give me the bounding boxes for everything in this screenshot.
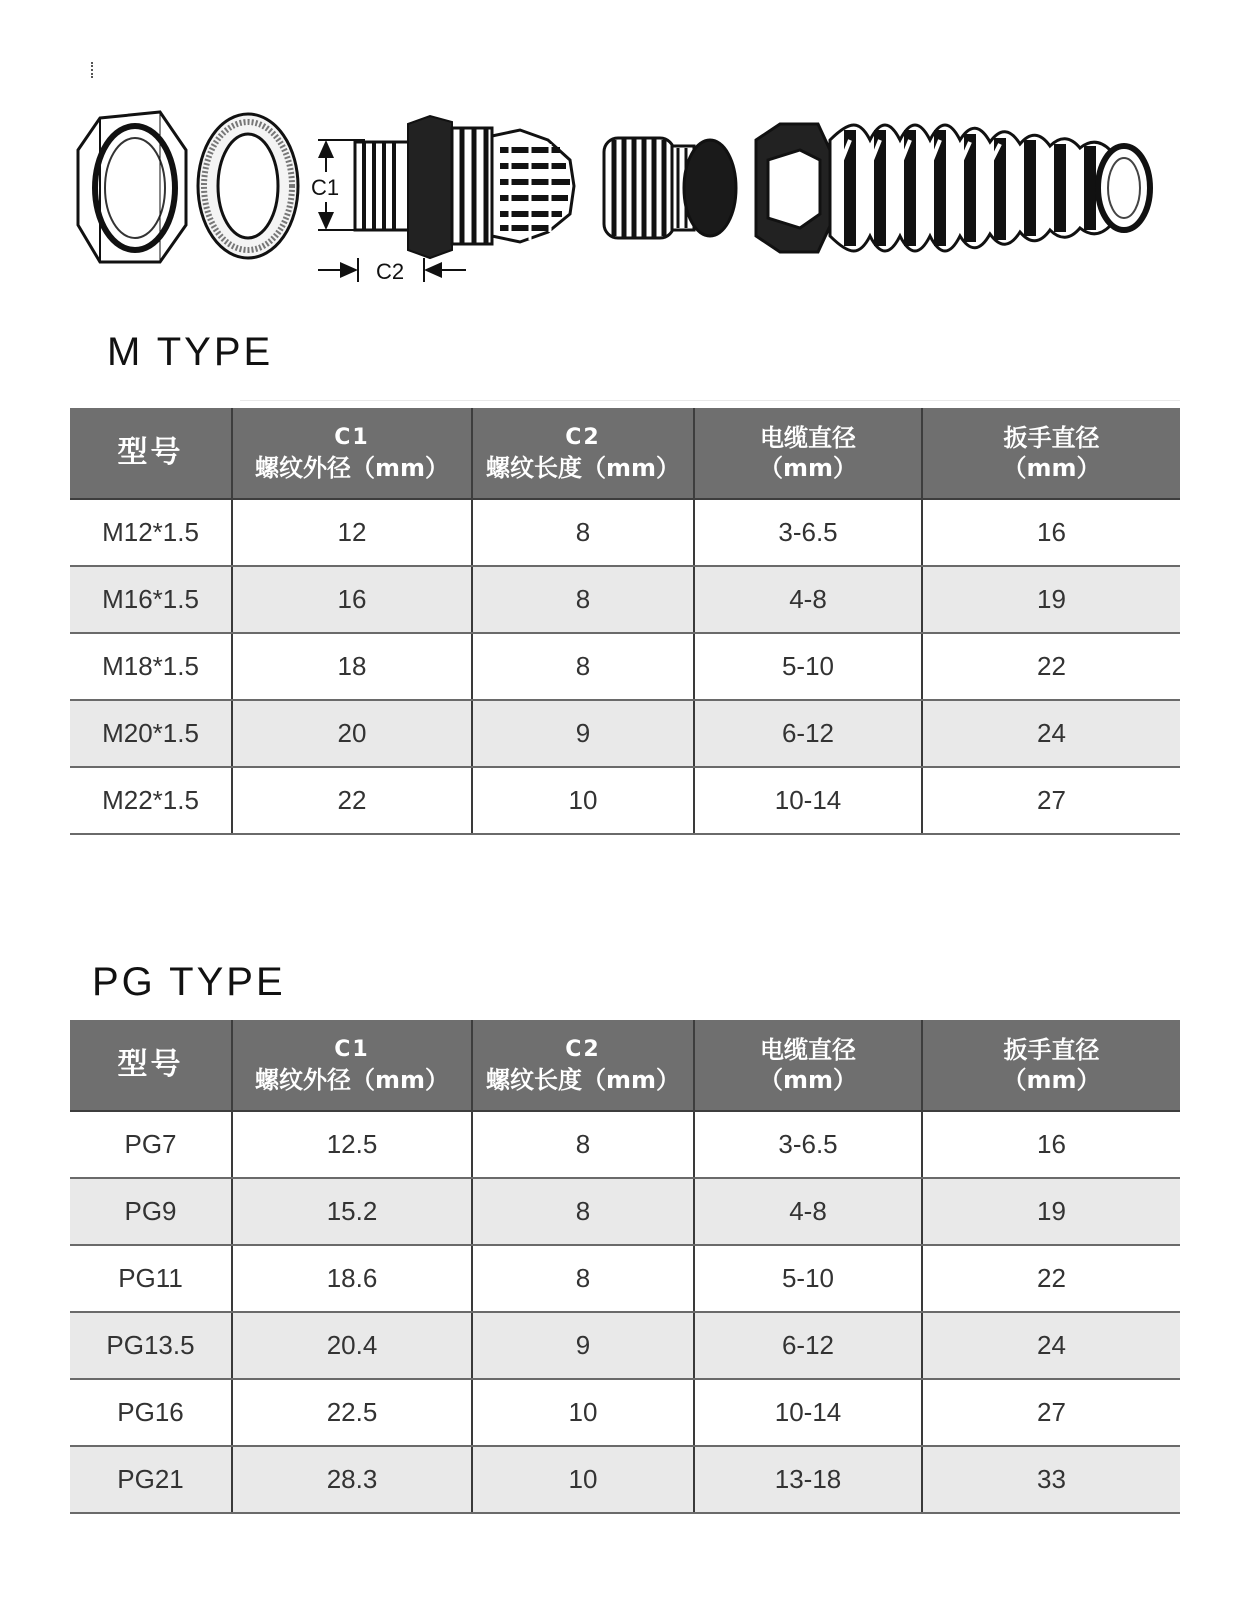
cell-wrench-size: 24 bbox=[922, 700, 1180, 767]
cell-c1: 22.5 bbox=[232, 1379, 472, 1446]
cell-cable-diameter: 3-6.5 bbox=[694, 499, 922, 566]
cell-wrench-size: 24 bbox=[922, 1312, 1180, 1379]
cell-c1: 18.6 bbox=[232, 1245, 472, 1312]
header-c1: C1 螺纹外径（mm） bbox=[232, 408, 472, 499]
pg-type-table bbox=[70, 1020, 1180, 1514]
cell-c1: 12.5 bbox=[232, 1111, 472, 1178]
cell-c2: 8 bbox=[472, 499, 694, 566]
c1-diagram-label: C1 bbox=[310, 175, 340, 200]
cell-wrench-size: 19 bbox=[922, 566, 1180, 633]
table-row bbox=[70, 1178, 1180, 1245]
cell-c2: 8 bbox=[472, 1245, 694, 1312]
cell-c2: 10 bbox=[472, 1446, 694, 1513]
table-row bbox=[70, 767, 1180, 834]
table-row bbox=[70, 499, 1180, 566]
header-wrench-size: 扳手直径 （mm） bbox=[922, 408, 1180, 499]
cell-cable-diameter: 6-12 bbox=[694, 700, 922, 767]
divider bbox=[240, 400, 1180, 401]
header-model: 型号 bbox=[70, 408, 232, 499]
cell-c2: 8 bbox=[472, 1111, 694, 1178]
m-type-title: M TYPE bbox=[107, 330, 274, 374]
sealing-washer-icon bbox=[198, 114, 298, 258]
cell-c1: 12 bbox=[232, 499, 472, 566]
cell-c1: 28.3 bbox=[232, 1446, 472, 1513]
cell-wrench-size: 16 bbox=[922, 499, 1180, 566]
c2-diagram-label: C2 bbox=[375, 259, 405, 284]
cell-wrench-size: 22 bbox=[922, 633, 1180, 700]
cell-model: M18*1.5 bbox=[70, 633, 232, 700]
cell-cable-diameter: 10-14 bbox=[694, 767, 922, 834]
cell-c1: 16 bbox=[232, 566, 472, 633]
table-row bbox=[70, 700, 1180, 767]
cell-c2: 8 bbox=[472, 566, 694, 633]
cell-wrench-size: 22 bbox=[922, 1245, 1180, 1312]
cell-wrench-size: 16 bbox=[922, 1111, 1180, 1178]
cell-model: M12*1.5 bbox=[70, 499, 232, 566]
cell-c2: 10 bbox=[472, 767, 694, 834]
header-model: 型号 bbox=[70, 1020, 232, 1111]
cell-c2: 8 bbox=[472, 1178, 694, 1245]
cell-model: M16*1.5 bbox=[70, 566, 232, 633]
table-header-row bbox=[70, 408, 1180, 499]
table-row bbox=[70, 633, 1180, 700]
cell-cable-diameter: 3-6.5 bbox=[694, 1111, 922, 1178]
header-cable-diameter: 电缆直径 （mm） bbox=[694, 408, 922, 499]
gland-body-icon bbox=[355, 116, 574, 258]
cell-c1: 20 bbox=[232, 700, 472, 767]
cell-cable-diameter: 4-8 bbox=[694, 566, 922, 633]
cell-wrench-size: 27 bbox=[922, 1379, 1180, 1446]
table-row bbox=[70, 1446, 1180, 1513]
table-row bbox=[70, 1111, 1180, 1178]
c2-dimension-icon bbox=[318, 258, 466, 284]
cell-model: PG21 bbox=[70, 1446, 232, 1513]
header-wrench-size: 扳手直径 （mm） bbox=[922, 1020, 1180, 1111]
pg-type-title: PG TYPE bbox=[92, 960, 286, 1004]
cell-c1: 15.2 bbox=[232, 1178, 472, 1245]
cap-nut-spring-icon bbox=[756, 124, 1150, 252]
cell-c2: 10 bbox=[472, 1379, 694, 1446]
cell-c2: 9 bbox=[472, 700, 694, 767]
cell-model: PG9 bbox=[70, 1178, 232, 1245]
cell-cable-diameter: 5-10 bbox=[694, 1245, 922, 1312]
lock-nut-icon bbox=[78, 112, 186, 262]
cell-wrench-size: 19 bbox=[922, 1178, 1180, 1245]
cell-model: M20*1.5 bbox=[70, 700, 232, 767]
header-c1: C1 螺纹外径（mm） bbox=[232, 1020, 472, 1111]
header-cable-diameter: 电缆直径 （mm） bbox=[694, 1020, 922, 1111]
cell-wrench-size: 27 bbox=[922, 767, 1180, 834]
cell-c1: 20.4 bbox=[232, 1312, 472, 1379]
table-row bbox=[70, 1245, 1180, 1312]
cable-gland-exploded-diagram bbox=[0, 0, 1248, 320]
header-c2: C2 螺纹长度（mm） bbox=[472, 1020, 694, 1111]
cell-cable-diameter: 13-18 bbox=[694, 1446, 922, 1513]
cell-wrench-size: 33 bbox=[922, 1446, 1180, 1513]
cell-model: PG16 bbox=[70, 1379, 232, 1446]
cell-cable-diameter: 10-14 bbox=[694, 1379, 922, 1446]
cell-model: PG7 bbox=[70, 1111, 232, 1178]
seal-insert-icon bbox=[604, 138, 736, 238]
cell-model: PG13.5 bbox=[70, 1312, 232, 1379]
table-row bbox=[70, 1379, 1180, 1446]
table-header-row bbox=[70, 1020, 1180, 1111]
cell-cable-diameter: 4-8 bbox=[694, 1178, 922, 1245]
cell-c1: 22 bbox=[232, 767, 472, 834]
cell-cable-diameter: 5-10 bbox=[694, 633, 922, 700]
table-row bbox=[70, 566, 1180, 633]
header-c2: C2 螺纹长度（mm） bbox=[472, 408, 694, 499]
table-row bbox=[70, 1312, 1180, 1379]
cell-model: PG11 bbox=[70, 1245, 232, 1312]
cell-model: M22*1.5 bbox=[70, 767, 232, 834]
m-type-table bbox=[70, 408, 1180, 835]
cell-c2: 9 bbox=[472, 1312, 694, 1379]
cell-cable-diameter: 6-12 bbox=[694, 1312, 922, 1379]
cell-c2: 8 bbox=[472, 633, 694, 700]
cell-c1: 18 bbox=[232, 633, 472, 700]
